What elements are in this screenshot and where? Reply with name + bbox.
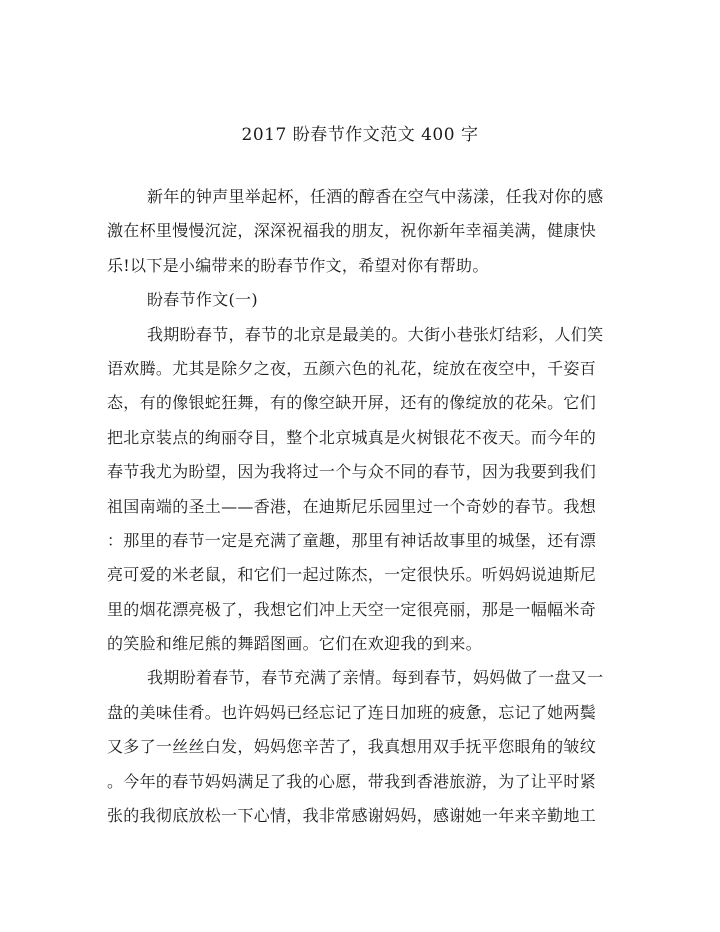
text-line: 盘的美味佳肴。也许妈妈已经忘记了连日加班的疲惫，忘记了她两鬓 bbox=[107, 702, 597, 722]
text-line: 我期盼着春节，春节充满了亲情。每到春节，妈妈做了一盘又一 bbox=[147, 668, 604, 688]
text-line: 亮可爱的米老鼠，和它们一起过陈杰，一定很快乐。听妈妈说迪斯尼 bbox=[107, 565, 597, 585]
text-line: 把北京装点的绚丽夺目，整个北京城真是火树银花不夜天。而今年的 bbox=[107, 427, 597, 447]
text-line: 乐!以下是小编带来的盼春节作文，希望对你有帮助。 bbox=[107, 255, 489, 275]
document-body bbox=[107, 180, 613, 833]
text-line: 态，有的像银蛇狂舞，有的像空缺开屏，还有的像绽放的花朵。它们 bbox=[107, 393, 597, 413]
text-line: 语欢腾。尤其是除夕之夜，五颜六色的礼花，绽放在夜空中，千姿百 bbox=[107, 358, 597, 378]
text-line: 春节我尤为盼望，因为我将过一个与众不同的春节，因为我要到我们 bbox=[107, 462, 597, 482]
text-line: 新年的钟声里举起杯，任酒的醇香在空气中荡漾，任我对你的感 bbox=[147, 187, 604, 206]
text-line: 盼春节作文(一) bbox=[147, 290, 258, 310]
document-title: 2017 盼春节作文范文 400 字 bbox=[241, 125, 479, 145]
text-line: 祖国南端的圣土——香港，在迪斯尼乐园里过一个奇妙的春节。我想 bbox=[107, 496, 597, 516]
text-line: 的笑脸和维尼熊的舞蹈图画。它们在欢迎我的到来。 bbox=[107, 634, 482, 654]
text-line: 又多了一丝丝白发，妈妈您辛苦了，我真想用双手抚平您眼角的皱纹 bbox=[107, 737, 597, 757]
text-line: 。今年的春节妈妈满足了我的心愿，带我到香港旅游，为了让平时紧 bbox=[107, 771, 597, 791]
text-line: 我期盼春节，春节的北京是最美的。大街小巷张灯结彩，人们笑 bbox=[147, 324, 604, 344]
text-line: 里的烟花漂亮极了，我想它们冲上天空一定很亮丽，那是一幅幅米奇 bbox=[107, 599, 597, 619]
text-line: 激在杯里慢慢沉淀，深深祝福我的朋友，祝你新年幸福美满，健康快 bbox=[107, 221, 597, 241]
text-line: 张的我彻底放松一下心情，我非常感谢妈妈，感谢她一年来辛勤地工 bbox=[107, 806, 597, 826]
text-line: ：那里的春节一定是充满了童趣，那里有神话故事里的城堡，还有漂 bbox=[107, 530, 597, 550]
